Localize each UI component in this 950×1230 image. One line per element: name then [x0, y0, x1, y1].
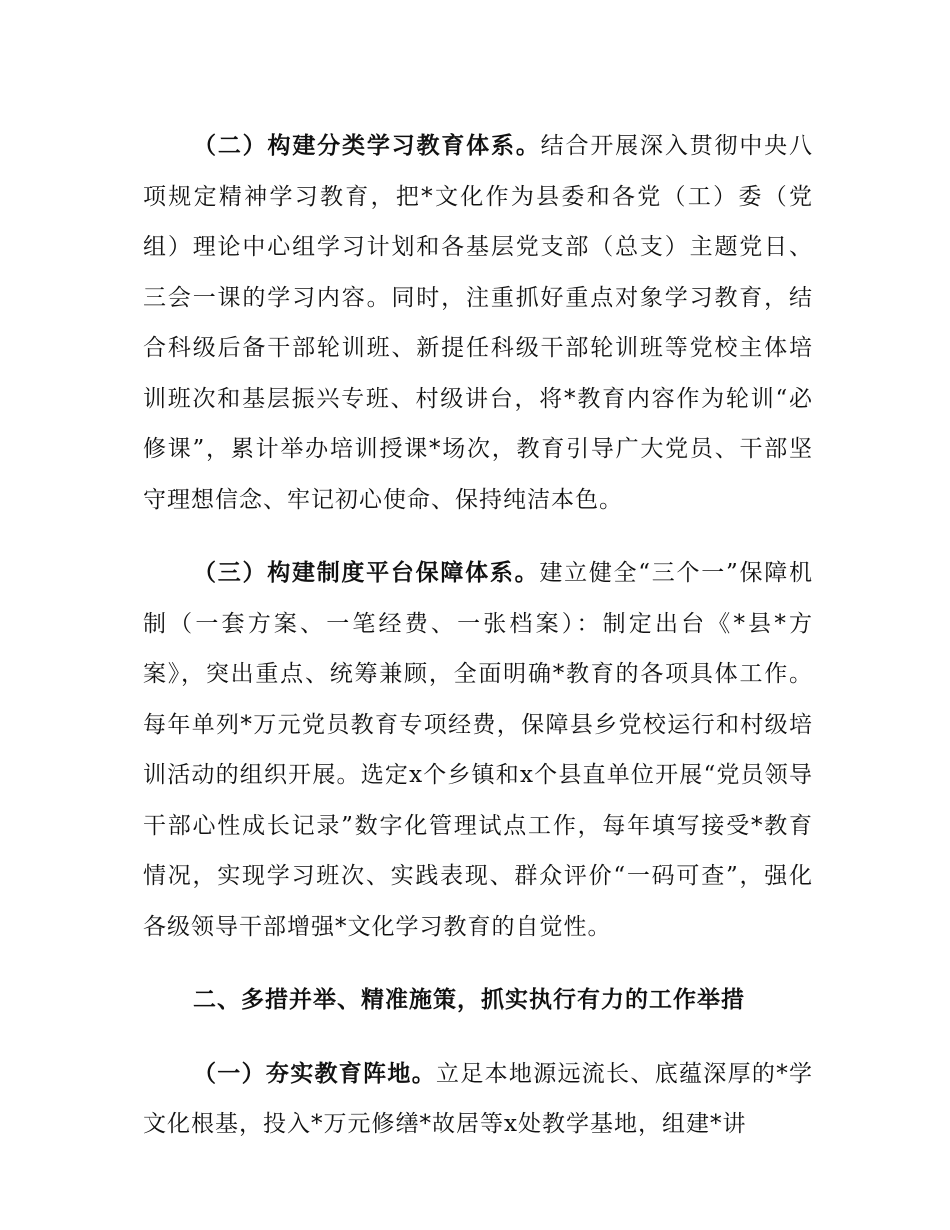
paragraph-text: 结合开展深入贯彻中央八项规定精神学习教育，把*文化作为县委和各党（工）委（党组）理论中心组学习计划和各基层党支部（总支）主题党日、三会一课的学习内容。同时，注重抓好重点对象学习教育，结合科级后备干部轮训班、新提任科级干部轮训班等党校主体培训班次和基层振兴专班、村级讲台，将*教育内容作为轮训“必修课”，累计举办培训授课*场次，教育引导广大党员、干部坚守理想信念、牢记初心使命、保持纯洁本色。: [143, 133, 814, 513]
paragraph-text: 建立健全“三个一”保障机制（一套方案、一笔经费、一张档案）：制定出台《*县*方案》，突出重点、统筹兼顾，全面明确*教育的各项具体工作。每年单列*万元党员教育专项经费，保障县乡党校运行和村级培训活动的组织开展。选定x个乡镇和x个县直单位开展“党员领导干部心性成长记录”数字化管理试点工作，每年填写接受*教育情况，实现学习班次、实践表现、群众评价“一码可查”，强化各级领导干部增强*文化学习教育的自觉性。: [143, 560, 813, 940]
paragraph-classified-education: [143, 121, 813, 525]
paragraph-lead: （一）夯实教育阵地。: [193, 1060, 436, 1087]
paragraph-lead: （三）构建制度平台保障体系。: [193, 560, 540, 586]
paragraph-education-base: [143, 1049, 813, 1150]
paragraph-text: 立足本地源远流长、底蕴深厚的*学文化根基，投入*万元修缮*故居等x处教学基地，组建*讲: [143, 1060, 814, 1137]
section-heading: 二、多措并举、精准施策，抓实执行有力的工作举措: [193, 987, 745, 1013]
paragraph-lead: （二）构建分类学习教育体系。: [193, 133, 541, 159]
document-body: [143, 121, 813, 1150]
paragraph-institutional-guarantee: [143, 548, 813, 952]
